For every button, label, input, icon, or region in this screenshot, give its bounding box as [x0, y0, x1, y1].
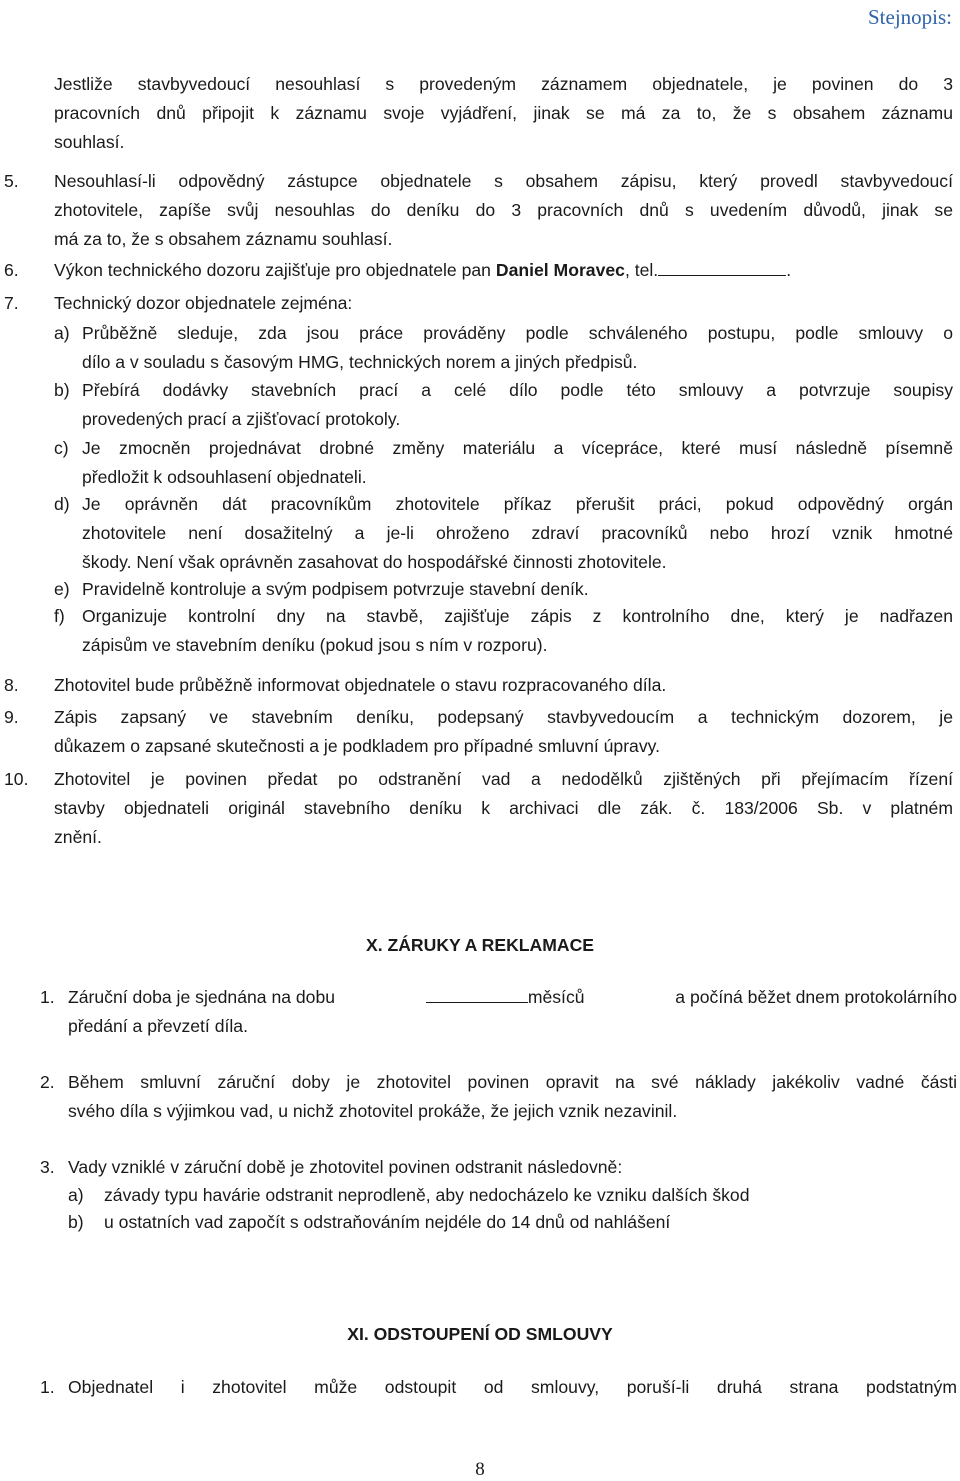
subitem-e — [82, 575, 953, 604]
item-number: 7. — [4, 293, 19, 313]
text-line: znění. — [54, 827, 102, 847]
item-5 — [54, 167, 953, 254]
document-label: Stejnopis: — [867, 5, 952, 29]
text-line: Objednatel i zhotovitel může odstoupit od smlouvy, poruší-li druhá strana podstatným — [68, 1377, 957, 1397]
subitem-letter: a) — [54, 323, 70, 343]
text-line: Během smluvní záruční doby je zhotovitel povinen opravit na své náklady jakékoliv vadné části — [68, 1072, 957, 1092]
warranty-item-3 — [68, 1153, 957, 1182]
subitem-letter: b) — [68, 1212, 84, 1232]
text-line: souhlasí. — [54, 132, 125, 152]
text-line: předložit k odsouhlasení objednateli. — [82, 467, 367, 487]
text-line: závady typu havárie odstranit neprodleně, aby nedocházelo ke vzniku dalších škod — [104, 1185, 750, 1205]
warranty-text-2: a počíná běžet dnem protokolárního — [675, 987, 957, 1007]
text-line: Průběžně sleduje, zda jsou práce prováděny podle schváleného postupu, podle smlouvy o — [82, 323, 953, 343]
page-number: 8 — [475, 1459, 485, 1480]
text-line: stavby objednateli originál stavebního deníku k archivaci dle zák. č. 183/2006 Sb. v platném — [54, 798, 953, 818]
section-heading: XI. ODSTOUPENÍ OD SMLOUVY — [347, 1324, 613, 1344]
warranty-item-1 — [68, 983, 957, 1041]
text-line: pracovních dnů připojit k záznamu svoje vyjádření, jinak se má za to, že s obsahem záznamu — [54, 103, 953, 123]
item-7-intro — [54, 289, 953, 318]
intro-paragraph — [54, 70, 953, 157]
subitem-a — [82, 319, 953, 377]
item-6-text: Výkon technického dozoru zajišťuje pro objednatele pan — [54, 260, 496, 280]
subitem-letter: d) — [54, 494, 70, 514]
section-heading: X. ZÁRUKY A REKLAMACE — [365, 935, 595, 955]
subitem-d — [82, 490, 953, 577]
text-line: Jestliže stavbyvedoucí nesouhlasí s provedeným záznamem objednatele, je povinen do 3 — [54, 74, 953, 94]
defect-subitem-b — [104, 1208, 957, 1237]
subitem-letter: a) — [68, 1185, 84, 1205]
item-8 — [54, 671, 953, 700]
text-line: u ostatních vad započít s odstraňováním nejdéle do 14 dnů od nahlášení — [104, 1212, 671, 1232]
text-line: Zhotovitel je povinen předat po odstranění vad a nedodělků zjištěných při přejímacím řízení — [54, 769, 953, 789]
text-line: Přebírá dodávky stavebních prací a celé dílo podle této smlouvy a potvrzuje soupisy — [82, 380, 953, 400]
text-line: zhotovitele, zapíše svůj nesouhlas do deníku do 3 pracovních dnů s uvedením důvodů, jinak se — [54, 200, 953, 220]
text-line — [54, 256, 953, 285]
text-line: zápisům ve stavebním deníku (pokud jsou s ním v rozporu). — [82, 635, 548, 655]
item-number: 6. — [4, 260, 19, 280]
item-number: 3. — [40, 1157, 55, 1177]
subitem-f — [82, 602, 953, 660]
text-line — [68, 983, 957, 1012]
item-number: 10. — [4, 769, 29, 789]
text-line: Pravidelně kontroluje a svým podpisem potvrzuje stavební deník. — [82, 579, 589, 599]
text-line: zhotovitele není dosažitelný a je-li ohroženo zdraví pracovníků nebo hrozí vznik hmotné — [82, 523, 953, 543]
months-label: měsíců — [527, 987, 585, 1007]
text-line: Je zmocněn projednávat drobné změny materiálu a vícepráce, které musí následně písemně — [82, 438, 953, 458]
item-number: 1. — [40, 1377, 55, 1397]
item-number: 1. — [40, 987, 55, 1007]
text-line: Technický dozor objednatele zejména: — [54, 293, 353, 313]
item-number: 5. — [4, 171, 19, 191]
subitem-b — [82, 376, 953, 434]
phone-blank — [658, 257, 786, 276]
item-number: 9. — [4, 707, 19, 727]
defect-subitem-a — [104, 1181, 957, 1210]
warranty-item-2 — [68, 1068, 957, 1126]
item-10 — [54, 765, 953, 852]
text-line: svého díla s výjimkou vad, u nichž zhotovitel prokáže, že jejich vznik nezavinil. — [68, 1101, 678, 1121]
item-number: 2. — [40, 1072, 55, 1092]
text-line: důkazem o zapsané skutečnosti a je podkladem pro případné smluvní úpravy. — [54, 736, 661, 756]
text-line: Vady vzniklé v záruční době je zhotovitel povinen odstranit následovně: — [68, 1157, 623, 1177]
text-line: dílo a v souladu s časovým HMG, technických norem a jiných předpisů. — [82, 352, 638, 372]
item-number: 8. — [4, 675, 19, 695]
item-6 — [54, 256, 953, 285]
subitem-letter: f) — [54, 606, 65, 626]
subitem-letter: c) — [54, 438, 69, 458]
text-line: provedených prací a zjišťovací protokoly. — [82, 409, 401, 429]
text-line: Je oprávněn dát pracovníkům zhotovitele příkaz přerušit práci, pokud odpovědný orgán — [82, 494, 953, 514]
months-blank — [426, 984, 528, 1003]
item-9 — [54, 703, 953, 761]
warranty-period — [426, 983, 585, 1012]
text-line: předání a převzetí díla. — [68, 1016, 248, 1036]
text-line: Nesouhlasí-li odpovědný zástupce objednatele s obsahem zápisu, který provedl stavbyvedoucí — [54, 171, 953, 191]
text-line: Zápis zapsaný ve stavebním deníku, podepsaný stavbyvedoucím a technickým dozorem, je — [54, 707, 953, 727]
supervisor-name: Daniel Moravec — [495, 260, 625, 280]
subitem-letter: b) — [54, 380, 70, 400]
item-6-end: . — [786, 260, 792, 280]
text-line: Zhotovitel bude průběžně informovat objednatele o stavu rozpracovaného díla. — [54, 675, 667, 695]
subitem-c — [82, 434, 953, 492]
warranty-text-1: Záruční doba je sjednána na dobu — [68, 987, 336, 1007]
withdrawal-item-1 — [68, 1373, 957, 1402]
item-6-tel: , tel. — [624, 260, 659, 280]
text-line: má za to, že s obsahem záznamu souhlasí. — [54, 229, 393, 249]
text-line: škody. Není však oprávněn zasahovat do hospodářské činnosti zhotovitele. — [82, 552, 667, 572]
text-line: Organizuje kontrolní dny na stavbě, zajišťuje zápis z kontrolního dne, který je nadřazen — [82, 606, 953, 626]
subitem-letter: e) — [54, 579, 70, 599]
